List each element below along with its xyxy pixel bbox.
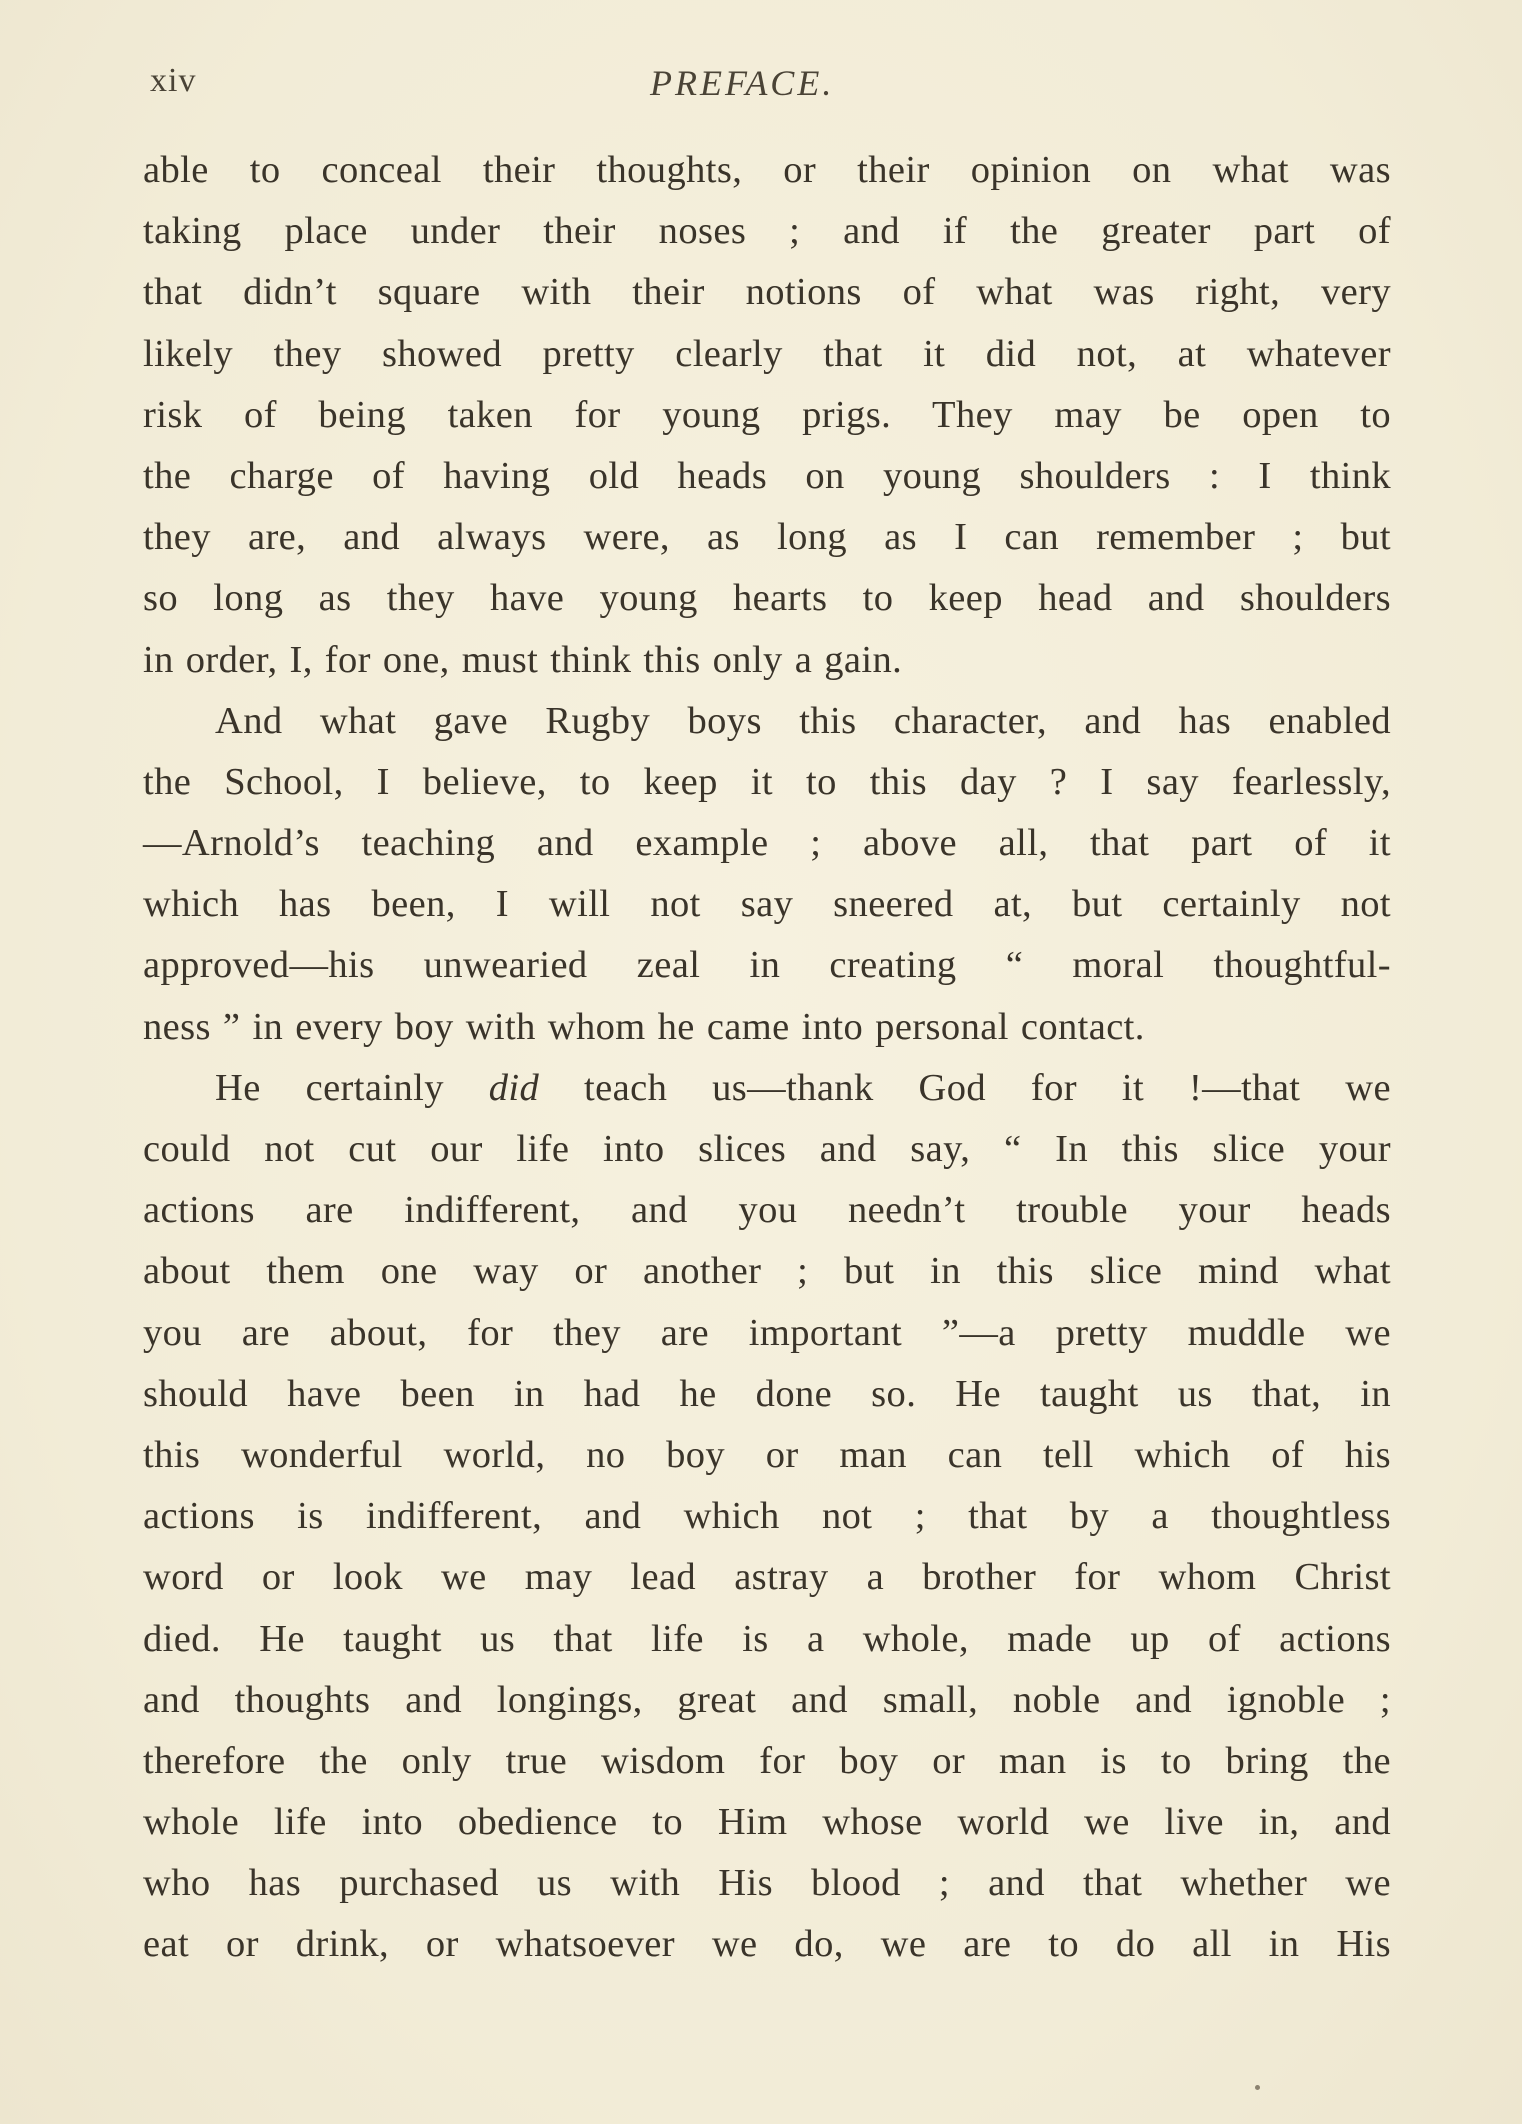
text-line: who has purchased us with His blood ; and that whether we — [143, 1862, 1391, 1905]
text-line: taking place under their noses ; and if the greater part of — [143, 210, 1391, 253]
emphasized-word: did — [488, 1066, 540, 1109]
text-line: could not cut our life into slices and say, “ In this slice your — [143, 1128, 1391, 1170]
text-line: eat or drink, or whatsoever we do, we are to do all in His — [143, 1923, 1391, 1966]
text-line: the School, I believe, to keep it to this day ? I say fearlessly, — [143, 760, 1391, 803]
body-text — [143, 140, 1391, 1976]
text-line: —Arnold’s teaching and example ; above all, that part of it — [143, 822, 1391, 865]
text-line: about them one way or another ; but in this slice mind what — [143, 1250, 1391, 1293]
text-line: should have been in had he done so. He taught us that, in — [143, 1372, 1391, 1415]
text-line: actions are indifferent, and you needn’t trouble your heads — [143, 1189, 1391, 1232]
text-line: actions is indifferent, and which not ; that by a thoughtless — [143, 1495, 1391, 1538]
text-line: so long as they have young hearts to keep head and shoulders — [143, 577, 1391, 620]
text-line: died. He taught us that life is a whole, made up of actions — [143, 1617, 1391, 1660]
text-line: you are about, for they are important ”—a pretty muddle we — [143, 1311, 1391, 1354]
text-line: risk of being taken for young prigs. They may be open to — [143, 393, 1391, 436]
text-line: therefore the only true wisdom for boy or man is to bring the — [143, 1739, 1391, 1782]
paper-speck — [1255, 2085, 1260, 2090]
paragraph-start-line: And what gave Rugby boys this character, and has enabled — [215, 699, 1391, 742]
text-line: this wonderful world, no boy or man can tell which of his — [143, 1433, 1391, 1476]
text-line: that didn’t square with their notions of what was right, very — [143, 271, 1391, 314]
text-line: whole life into obedience to Him whose world we live in, and — [143, 1801, 1391, 1844]
text-line: likely they showed pretty clearly that it did not, at whatever — [143, 332, 1391, 375]
text-line: approved—his unwearied zeal in creating “ moral thoughtful- — [143, 944, 1391, 987]
text-line: and thoughts and longings, great and small, noble and ignoble ; — [143, 1678, 1391, 1721]
running-head — [150, 62, 1390, 112]
line-segment: He certainly — [215, 1066, 489, 1109]
text-line: which has been, I will not say sneered at, but certainly not — [143, 883, 1391, 926]
paragraph-end-line: ness ” in every boy with whom he came into personal contact. — [143, 1005, 1145, 1048]
text-line: the charge of having old heads on young shoulders : I think — [143, 454, 1391, 497]
paragraph-end-line: in order, I, for one, must think this only a gain. — [143, 638, 903, 681]
text-line: able to conceal their thoughts, or their opinion on what was — [143, 149, 1391, 191]
running-title: PREFACE. — [650, 63, 835, 103]
paragraph-start-line — [143, 1058, 1391, 1119]
line-segment: teach us—thank God for it !—that we — [539, 1066, 1391, 1109]
text-line: word or look we may lead astray a brother for whom Christ — [143, 1556, 1391, 1599]
text-line: they are, and always were, as long as I can remember ; but — [143, 516, 1391, 559]
page-number: xiv — [150, 62, 197, 99]
